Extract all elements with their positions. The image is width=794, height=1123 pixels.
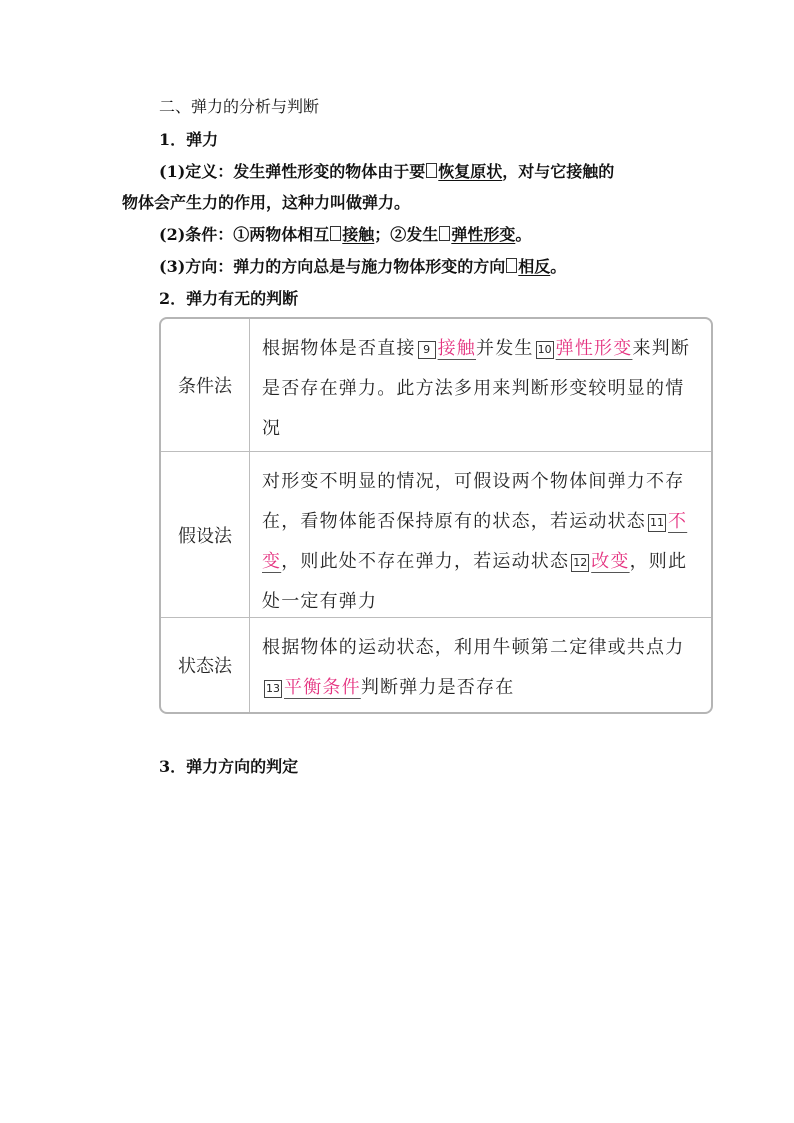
direction-answer: 相反 <box>518 257 551 276</box>
judgement-table <box>159 317 713 714</box>
cell-text: 根据物体是否直接 <box>262 338 416 359</box>
condition-answer-2: 弹性形变 <box>451 225 516 244</box>
cell-text: 对形变不明显的情况，可假设两个物体间弹力不存在，看物体能否保持原有的状态，若运动状态 <box>262 471 685 532</box>
method-cell: 条件法 <box>161 319 250 451</box>
section-heading: 二、弹力的分析与判断 <box>159 97 320 116</box>
number-box: 9 <box>418 341 436 359</box>
cell-text: 根据物体的运动状态，利用牛顿第二定律或共点力 <box>262 637 685 658</box>
condition-line <box>159 225 531 245</box>
subheading-2: 2．弹力有无的判断 <box>159 289 299 308</box>
content-cell <box>250 319 711 449</box>
subheading-1: 1．弹力 <box>159 130 219 149</box>
definition-prefix: (1)定义：发生弹性形变的物体由于要 <box>159 162 426 181</box>
cell-text: 判断弹力是否存在 <box>360 677 515 698</box>
method-cell: 假设法 <box>161 452 250 617</box>
blank-box <box>426 163 437 178</box>
method-cell: 状态法 <box>161 618 250 712</box>
definition-suffix: ，对与它接触的 <box>502 162 615 181</box>
cell-text: 来判断是否存在弹力。此方法多用来判断形变较明显的情况 <box>262 338 691 439</box>
blank-box <box>330 226 341 241</box>
blank-box <box>506 258 517 273</box>
condition-prefix: (2)条件：①两物体相互 <box>159 225 330 244</box>
cell-text: ，则此处不存在弹力，若运动状态 <box>281 551 570 572</box>
table-row <box>161 618 711 712</box>
direction-prefix: (3)方向：弹力的方向总是与施力物体形变的方向 <box>159 257 506 276</box>
condition-answer-1: 接触 <box>342 225 375 244</box>
cell-text: ，则此处一定有弹力 <box>262 551 688 612</box>
answer-text: 弹性形变 <box>555 338 633 359</box>
table-row <box>161 452 711 618</box>
answer-text: 接触 <box>437 338 477 359</box>
subheading-3: 3．弹力方向的判定 <box>159 757 299 776</box>
condition-middle: ；②发生 <box>374 225 439 244</box>
number-box: 12 <box>571 554 589 572</box>
number-box: 11 <box>648 514 666 532</box>
blank-box <box>439 226 450 241</box>
direction-suffix: 。 <box>550 257 567 276</box>
answer-text: 改变 <box>591 551 630 572</box>
content-cell <box>250 618 711 708</box>
content-cell <box>250 452 711 622</box>
number-box: 13 <box>264 680 282 698</box>
number-box: 10 <box>536 341 554 359</box>
cell-text: 并发生 <box>476 338 534 359</box>
table-row <box>161 319 711 452</box>
definition-line-1 <box>159 162 614 182</box>
answer-text: 平衡条件 <box>284 677 361 698</box>
direction-line <box>159 257 566 277</box>
definition-line-2: 物体会产生力的作用，这种力叫做弹力。 <box>122 193 411 212</box>
definition-answer: 恢复原状 <box>438 162 503 181</box>
condition-suffix: 。 <box>515 225 532 244</box>
answer-text: 不变 <box>262 511 688 572</box>
